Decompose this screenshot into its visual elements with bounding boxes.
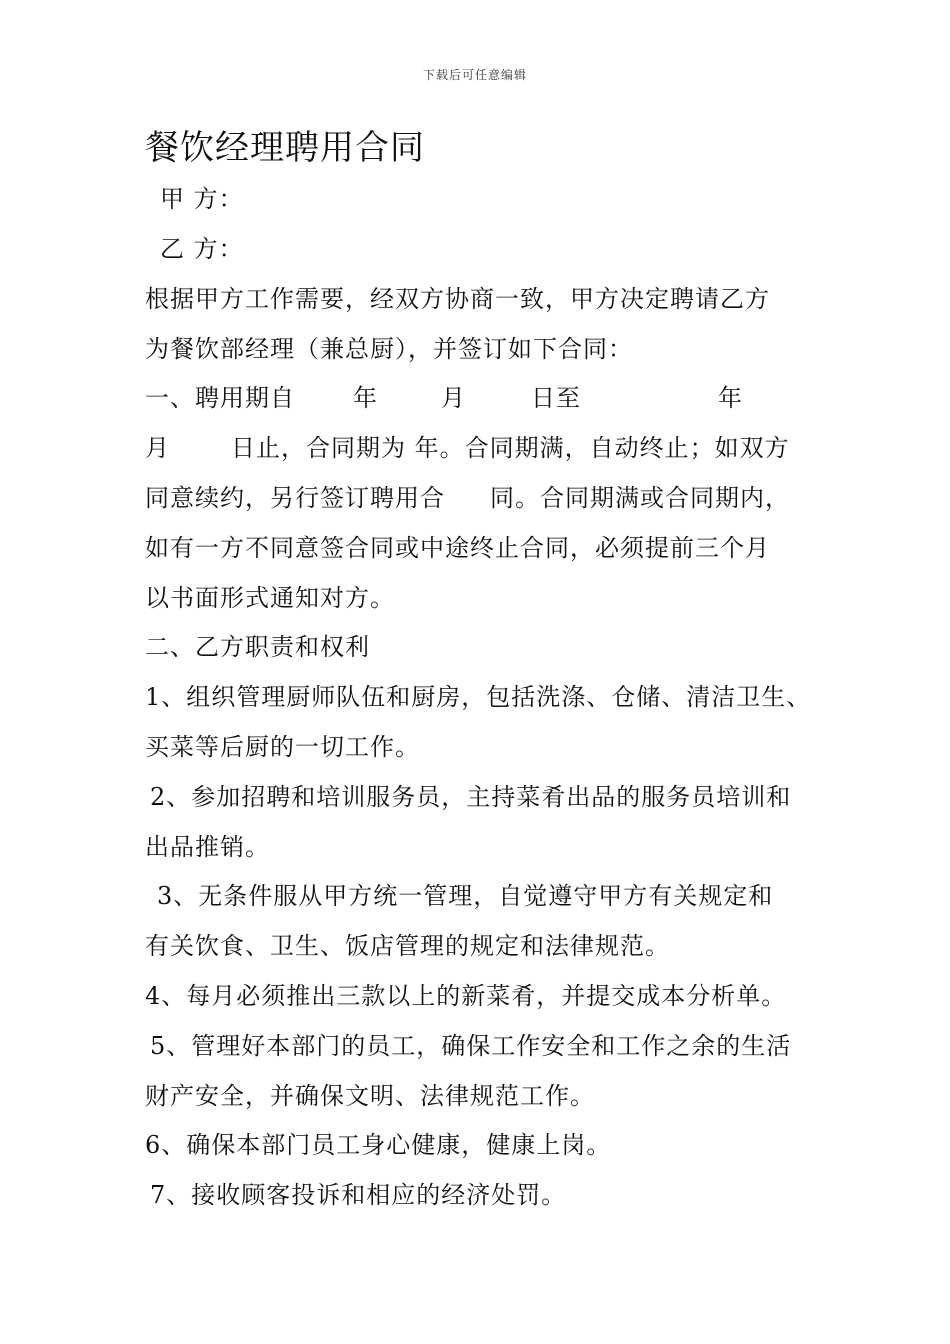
term-line-5: 以书面形式通知对方。 xyxy=(145,584,395,612)
item-1-line-1: 1、组织管理厨师队伍和厨房，包括洗涤、仓储、清洁卫生、 xyxy=(145,683,812,711)
term-start-label: 一、聘用期自 xyxy=(145,384,295,412)
renewal-text-b: 同。合同期满或合同期内， xyxy=(490,484,790,512)
item-2-line-2: 出品推销。 xyxy=(145,833,270,861)
item-3-line-1: 3、无条件服从甲方统一管理，自觉遵守甲方有关规定和 xyxy=(157,882,774,910)
item-6: 6、确保本部门员工身心健康，健康上岗。 xyxy=(145,1131,612,1159)
item-2-line-1: 2、参加招聘和培训服务员，主持菜肴出品的服务员培训和 xyxy=(150,783,792,811)
term-line-1 xyxy=(145,382,795,414)
term-line-3 xyxy=(145,482,815,514)
party-a-line: 甲 方： xyxy=(160,185,244,213)
term-start-year-unit: 年 xyxy=(353,384,378,412)
header-note: 下载后可任意编辑 xyxy=(422,68,527,82)
term-start-month-unit: 月 xyxy=(441,384,466,412)
intro-line-1: 根据甲方工作需要，经双方协商一致，甲方决定聘请乙方 xyxy=(145,285,770,313)
term-end-month-unit: 月 xyxy=(145,434,170,462)
document-title: 餐饮经理聘用合同 xyxy=(145,128,425,168)
item-7: 7、接收顾客投诉和相应的经济处罚。 xyxy=(150,1181,567,1209)
item-5-line-1: 5、管理好本部门的员工，确保工作安全和工作之余的生活 xyxy=(150,1032,792,1060)
section-2-title: 二、乙方职责和权利 xyxy=(145,633,370,661)
term-end-year-unit: 年 xyxy=(718,384,743,412)
item-5-line-2: 财产安全，并确保文明、法律规范工作。 xyxy=(145,1082,595,1110)
renewal-text-a: 同意续约，另行签订聘用合 xyxy=(145,484,445,512)
item-4: 4、每月必须推出三款以上的新菜肴，并提交成本分析单。 xyxy=(145,982,787,1010)
intro-line-2: 为餐饮部经理（兼总厨），并签订如下合同： xyxy=(145,335,633,363)
item-1-line-2: 买菜等后厨的一切工作。 xyxy=(145,733,420,761)
term-end-day-text: 日止，合同期为 年。合同期满，自动终止；如双方 xyxy=(231,434,790,462)
item-3-line-2: 有关饮食、卫生、饭店管理的规定和法律规范。 xyxy=(145,932,670,960)
term-line-2 xyxy=(145,432,815,464)
term-start-day-unit: 日至 xyxy=(531,384,581,412)
term-line-4: 如有一方不同意签合同或中途终止合同，必须提前三个月 xyxy=(145,534,770,562)
party-b-line: 乙 方： xyxy=(160,235,244,263)
